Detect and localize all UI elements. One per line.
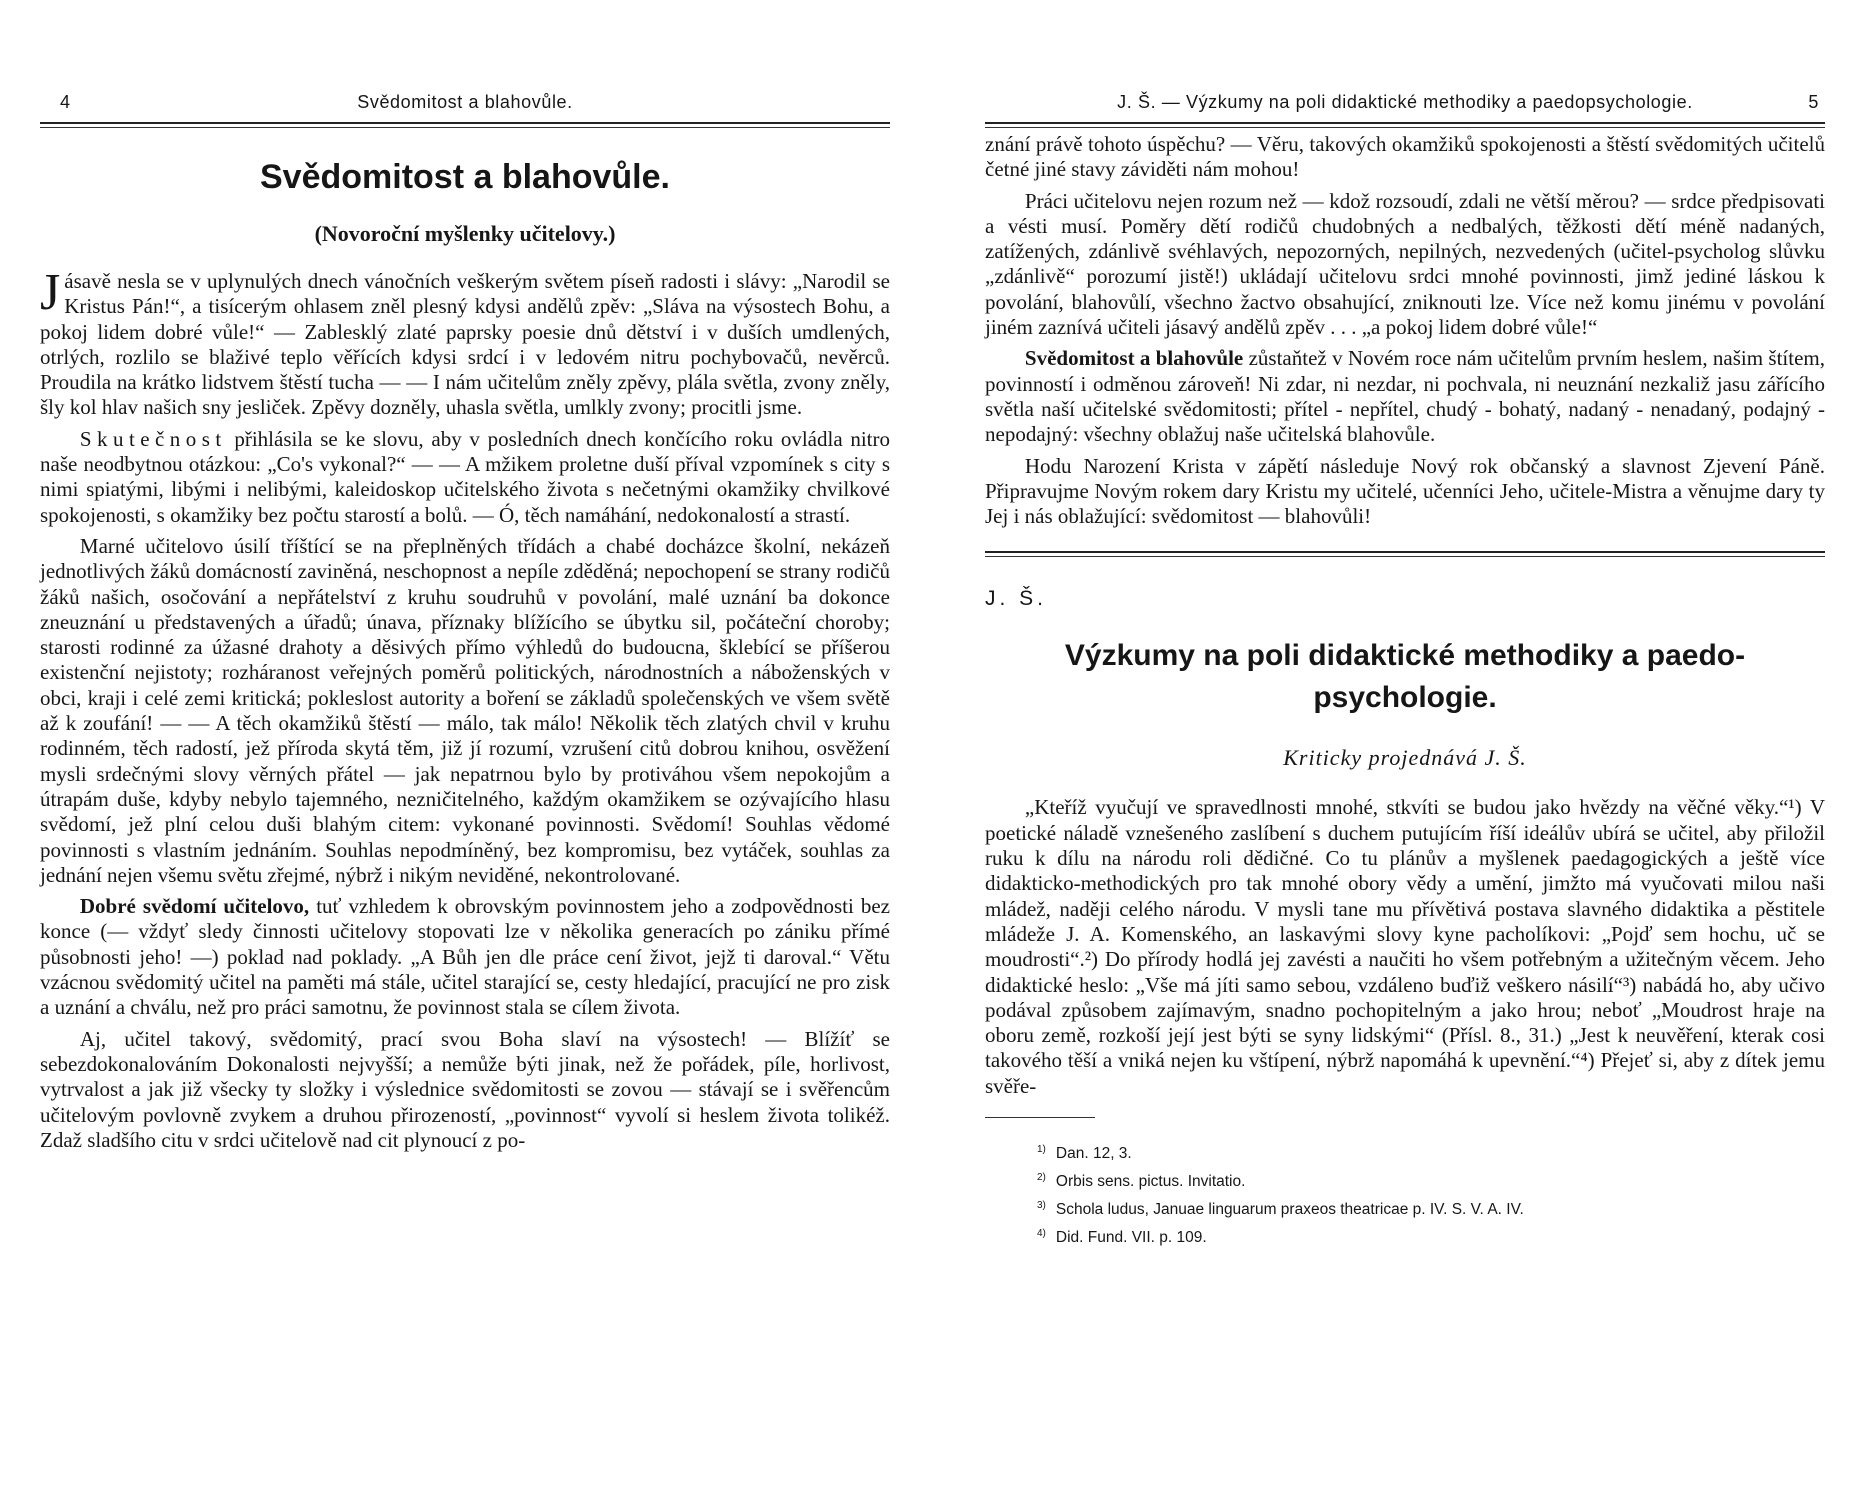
article-author: J. Š. xyxy=(985,587,1048,611)
footnote-mark: 2) xyxy=(1037,1172,1046,1184)
paragraph: Práci učitelovu nejen rozum než — kdož rozsoudí, zdali ne větší měrou? — srdce předpisovati a vésti musí. Poměry dětí rodičů chudobných a nedbalých, těžkosti dětí méně nadaných, zatížených, zdánlivě svéhlavých, nepozorných, nepilných, nezvedených (učitel-psycholog slůvku „zdánlivě“ porozumí jistě!) ukládají učitelovu srdci mnohé povinnosti, jimž jediné láskou k povolání, blahovůlí, všechno žactvo obsahující, zniknouti lze. Více než komu jinému v povolání jiném zaznívá učiteli jásavý andělů zpěv . . . „a pokoj lidem dobré vůle!“ xyxy=(985,188,1825,340)
paragraph: Marné učitelovo úsilí tříštící se na přeplněných třídách a chabé docházce školní, nekázeň jednotlivých žáků domácností zaviněná, neschopnost a nepíle zděděná; nepochopení se strany rodičů žáků našich, osočování a nepřátelství z kruhu soudruhů v povolání, malé uznání ba dokonce zneuznání u představených a úřadů; únava, příznaky blížícího se úbytku sil, počáteční choroby; starosti rodinné za úžasné drahoty a děsivých přímo výhledů do budoucna, šklebící se příšerou existenční nejistoty; rozháranost veřejných poměrů politických, národnostních a náboženských v obci, kraji i celé zemi kritická; pokleslost autority a boření se základů společenských ve všem světě až k zoufání! — — A těch okamžiků štěstí — málo, tak málo! Několik těch zlatých chvil v kruhu rodinném, těch radostí, jež příroda skytá těm, již jí rozumí, vzrušení citů dobrou knihou, osvěžení mysli srdečnými slovy věrných přátel — jak nepatrnou bylo by protiváhou všem nepokojům a útrapám duše, kdyby nebylo tajemného, nezničitelného, každým okamžikem se ozývajícího hlasu svědomí, jež plní celou duši blahým citem: vykonané povinnosti. Svědomí! Souhlas vědomé povinnosti s vlastním jednáním. Souhlas nepodmíněný, bez kompromisu, bez vytáček, souhlas za jednání nejen všemu světu zřejmé, nýbrž i nikým neviděné, nekontrolované. xyxy=(40,533,890,887)
footnote-text: Did. Fund. VII. p. 109. xyxy=(1055,1229,1207,1247)
left-page xyxy=(40,0,890,1153)
footnote xyxy=(1037,1222,1825,1250)
paragraph: Aj, učitel takový, svědomitý, prací svou Boha slaví na výsostech! — Blížíť se sebezdokonalováním Dokonalosti nejvyšší; a nemůže býti jinak, než že pořádek, píle, horlivost, vytrvalost a jak již všecky ty složky i výslednice svědomitosti se zovou — stávají se i svěřencům učitelovým povlovně zvykem a druhou přirozeností, „povinnost“ vyvolí si heslem života tolikéž. Zdaž sladšího citu v srdci učitelově nad cit plynoucí z po- xyxy=(40,1026,890,1152)
paragraph: znání právě tohoto úspěchu? — Věru, takových okamžiků spokojenosti a štěstí svědomitých učitelů četné jiné stavy záviděti nám mohou! xyxy=(985,132,1825,182)
paragraph-text: tuť vzhledem k obrovským povinnostem jeho a zodpovědnosti bez konce (— vždyť sledy činnosti učitelovy stopovati lze v několika generacích po zániku přímé působnosti jeho! —) poklad nad poklady. „A Bůh jen dle práce cení život, jejž ti daroval.“ Větu vzácnou svědomitý učitel na paměti má stále, učitel starající se, cesty hledající, pracující ne pro zisk a uznání a chválu, než pro práci samotnu, že povinnost stala se cílem života. xyxy=(40,894,890,1020)
footnote xyxy=(1037,1138,1825,1166)
footnote-text: Orbis sens. pictus. Invitatio. xyxy=(1055,1173,1246,1191)
drop-cap: J xyxy=(40,264,61,321)
footnote-rule xyxy=(985,1117,1095,1118)
paragraph xyxy=(40,264,890,421)
article-body xyxy=(985,795,1825,1099)
title-line: Výzkumy na poli didaktické methodiky a paedo- xyxy=(1064,639,1746,673)
footnote-mark: 1) xyxy=(1037,1144,1046,1156)
article-byline: Kriticky projednává J. Š. xyxy=(1283,745,1527,771)
footnote xyxy=(1037,1166,1825,1194)
running-title: J. Š. — Výzkumy na poli didaktické methodiky a paedopsychologie. xyxy=(1117,92,1693,112)
footnote-text: Schola ludus, Januae linguarum praxeos theatricae p. IV. S. V. A. IV. xyxy=(1055,1201,1524,1219)
paragraph-text: přihlásila se ke slovu, aby v posledních dnech končícího roku ovládla nitro naše neodbytnou otázkou: „Co's vykonal?“ — — A mžikem proletne duší příval vzpomínek s city s nimi spiatými, libými i nelibými, kaleidoskop učitelského života s nečetnými okamžiky chvilkové spokojenosti, s okamžiky bez počtu starostí a bolů. — Ó, těch namáhání, nedokonalostí a strastí. xyxy=(40,426,890,527)
paragraph: Hodu Narození Krista v zápětí následuje Nový rok občanský a slavnost Zjevení Páně. Připravujme Novým rokem dary Kristu my učitelé, učenníci Jeho, učitele-Mistra a věnujme dary ty Jej i nás oblažující: svědomitost — blahovůli! xyxy=(985,453,1825,529)
bold-lead: Dobré svědomí učitelovo, xyxy=(79,894,310,919)
page-number: 5 xyxy=(1808,92,1819,112)
article-body-continued xyxy=(985,132,1825,529)
double-rule xyxy=(40,122,890,128)
paragraph xyxy=(40,427,890,528)
page-number: 4 xyxy=(60,92,71,112)
paragraph-text: ásavě nesla se v uplynulých dnech vánočních veškerým světem píseň radosti i slávy: „Narodil se Kristus Pán!“, a tisícerým ohlasem zněl plesný kdysi andělů zpěv: „Sláva na výsostech Bohu, a pokoj lidem dobré vůle!“ — Zablesklý zlaté paprsky poesie dnů dětství i v duších umdlených, otrlých, rozlilo se blaživé teplo věřících kdysi srdcí i v ledovém nitru pochybovačů, nevěrců. Proudila na krátko lidstvem štěstí tucha — — I nám učitelům zněly zpěvy, plála světla, zvony zněly, šly kol hlav našich sny jesliček. Zpěvy dozněly, uhasla světla, umlkly zvony; procitli jsme. xyxy=(40,269,890,420)
paragraph xyxy=(40,894,890,1020)
article-subtitle: (Novoroční myšlenky učitelovy.) xyxy=(314,221,616,246)
title-line: psychologie. xyxy=(1313,681,1497,715)
footnote-text: Dan. 12, 3. xyxy=(1055,1145,1132,1163)
spaced-word: Skutečnost xyxy=(79,426,227,451)
right-page xyxy=(985,0,1825,1251)
footnote-mark: 3) xyxy=(1037,1200,1046,1212)
paragraph xyxy=(985,346,1825,447)
paragraph-text: zůstaňtež v Novém roce nám učitelům prvním heslem, našim štítem, povinností i odměnou zároveň! Ni zdar, ni nezdar, ni pochvala, ni neuznání nezkaliž jasu zářícího světla naší učitelské svědomitosti; přítel - nepřítel, chudý - bohatý, nadaný - nenadaný, podajný - nepodajný: všechny oblažuj naše učitelská blahovůle. xyxy=(985,346,1825,447)
bold-lead: Svědomitost a blahovůle xyxy=(1024,346,1244,371)
article-title xyxy=(985,635,1825,719)
running-title: Svědomitost a blahovůle. xyxy=(357,92,573,112)
footnote-mark: 4) xyxy=(1037,1228,1046,1240)
article-title: Svědomitost a blahovůle. xyxy=(260,158,670,196)
footnote xyxy=(1037,1194,1825,1222)
paragraph: „Kteříž vyučují ve spravedlnosti mnohé, stkvíti se budou jako hvězdy na věčné věky.“¹) V poetické náladě vznešeného zaslíbení s duchem putujícím říší ideálův ubírá se učitel, aby přiložil ruku k dílu na národu roli dědičné. Co tu plánův a myšlenek paedagogických a ještě více didakticko-methodických pro tak mnohé obory vědy a umění, jimžto má vyučovati milou naši mládež, naději celého národu. V mysli tane mu přívětivá postava slavného didaktika a pěstitele mládeže J. A. Komenského, an laskavými slovy kyne pacholíkovi: „Pojď sem hochu, uč se moudrosti“.²) Do přírody hodlá jej zavésti a naučiti ho všem potřebným a užitečným věcem. Jeho didaktické heslo: „Vše má jíti samo sebou, vzdáleno buďiž veškero násilí“³) nabádá ho, aby učivo podával způsobem zajímavým, snadno pochopitelným a jako hrou; neboť „Moudrost hraje na oboru země, rozkoší její jest býti se syny lidskými“ (Přísl. 8., 31.) „Jest k neuvěření, kterak cosi takového těší a vniká nejen ku vštípení, nýbrž napomáhá k upevnění.“⁴) Přejeť si, aby z dítek jemu svěře- xyxy=(985,795,1825,1098)
running-head-right xyxy=(985,86,1825,122)
article-separator xyxy=(985,551,1825,557)
running-head-left xyxy=(40,86,890,122)
footnotes xyxy=(985,1138,1825,1251)
double-rule xyxy=(985,122,1825,128)
article-body xyxy=(40,264,890,1153)
